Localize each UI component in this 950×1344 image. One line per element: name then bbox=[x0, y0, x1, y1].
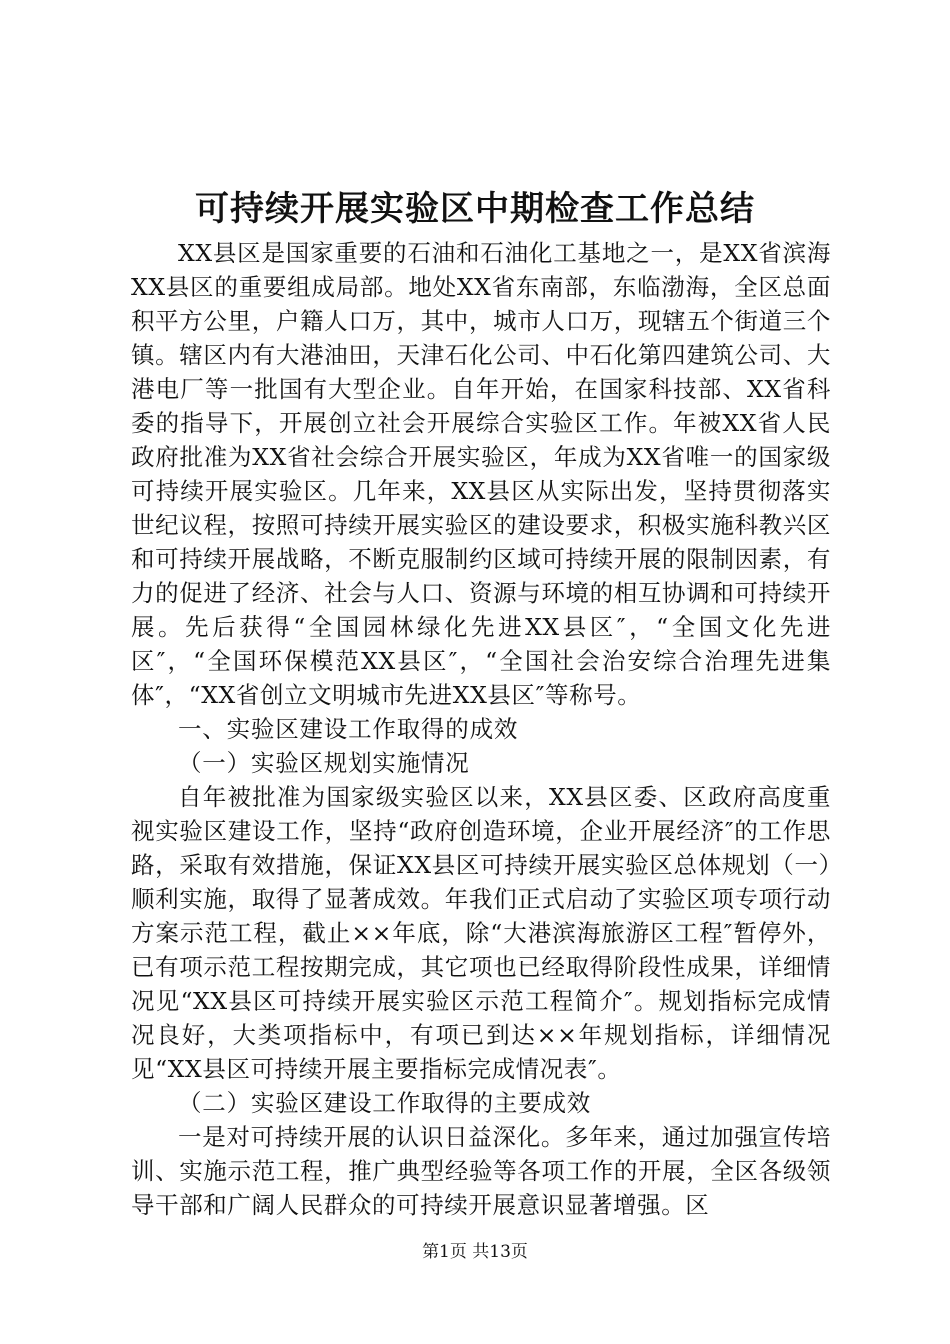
page-total: 共13页 bbox=[472, 1242, 528, 1262]
page-footer bbox=[0, 1240, 950, 1264]
document-body bbox=[131, 236, 831, 1222]
subsection-heading-2: （二）实验区建设工作取得的主要成效 bbox=[178, 1089, 592, 1117]
document-title: 可持续开展实验区中期检查工作总结 bbox=[195, 189, 755, 229]
achievements-paragraph: 一是对可持续开展的认识日益深化。多年来，通过加强宣传培训、实施示范工程，推广典型经验等各项工作的开展，全区各级领导干部和广阔人民群众的可持续开展意识显著增强。区 bbox=[131, 1123, 831, 1219]
intro-paragraph: XX县区是国家重要的石油和石油化工基地之一，是XX省滨海XX县区的重要组成局部。地处XX省东南部，东临渤海，全区总面积平方公里，户籍人口万，其中，城市人口万，现辖五个街道三个镇。辖区内有大港油田，天津石化公司、中石化第四建筑公司、大港电厂等一批国有大型企业。自年开始，在国家科技部、XX省科委的指导下，开展创立社会开展综合实验区工作。年被XX省人民政府批准为XX省社会综合开展实验区，年成为XX省唯一的国家级可持续开展实验区。几年来，XX县区从实际出发，坚持贯彻落实世纪议程，按照可持续开展实验区的建设要求，积极实施科教兴区和可持续开展战略，不断克服制约区域可持续开展的限制因素，有力的促进了经济、社会与人口、资源与环境的相互协调和可持续开展。先后获得“全国园林绿化先进XX县区″，“全国文化先进区″，“全国环保模范XX县区″，“全国社会治安综合治理先进集体″，“XX省创立文明城市先进XX县区″等称号。 bbox=[131, 239, 831, 709]
section-heading-1: 一、实验区建设工作取得的成效 bbox=[178, 715, 519, 743]
subsection-heading-1: （一）实验区规划实施情况 bbox=[178, 749, 470, 777]
page-number: 第1页 bbox=[422, 1242, 467, 1262]
plan-implementation-paragraph: 自年被批准为国家级实验区以来，XX县区委、区政府高度重视实验区建设工作，坚持“政府创造环境，企业开展经济″的工作思路，采取有效措施，保证XX县区可持续开展实验区总体规划（一）顺利实施，取得了显著成效。年我们正式启动了实验区项专项行动方案示范工程，截止××年底，除“大港滨海旅游区工程″暂停外，已有项示范工程按期完成，其它项也已经取得阶段性成果，详细情况见“XX县区可持续开展实验区示范工程简介″。规划指标完成情况良好，大类项指标中，有项已到达××年规划指标，详细情况见“XX县区可持续开展主要指标完成情况表″。 bbox=[131, 783, 831, 1083]
